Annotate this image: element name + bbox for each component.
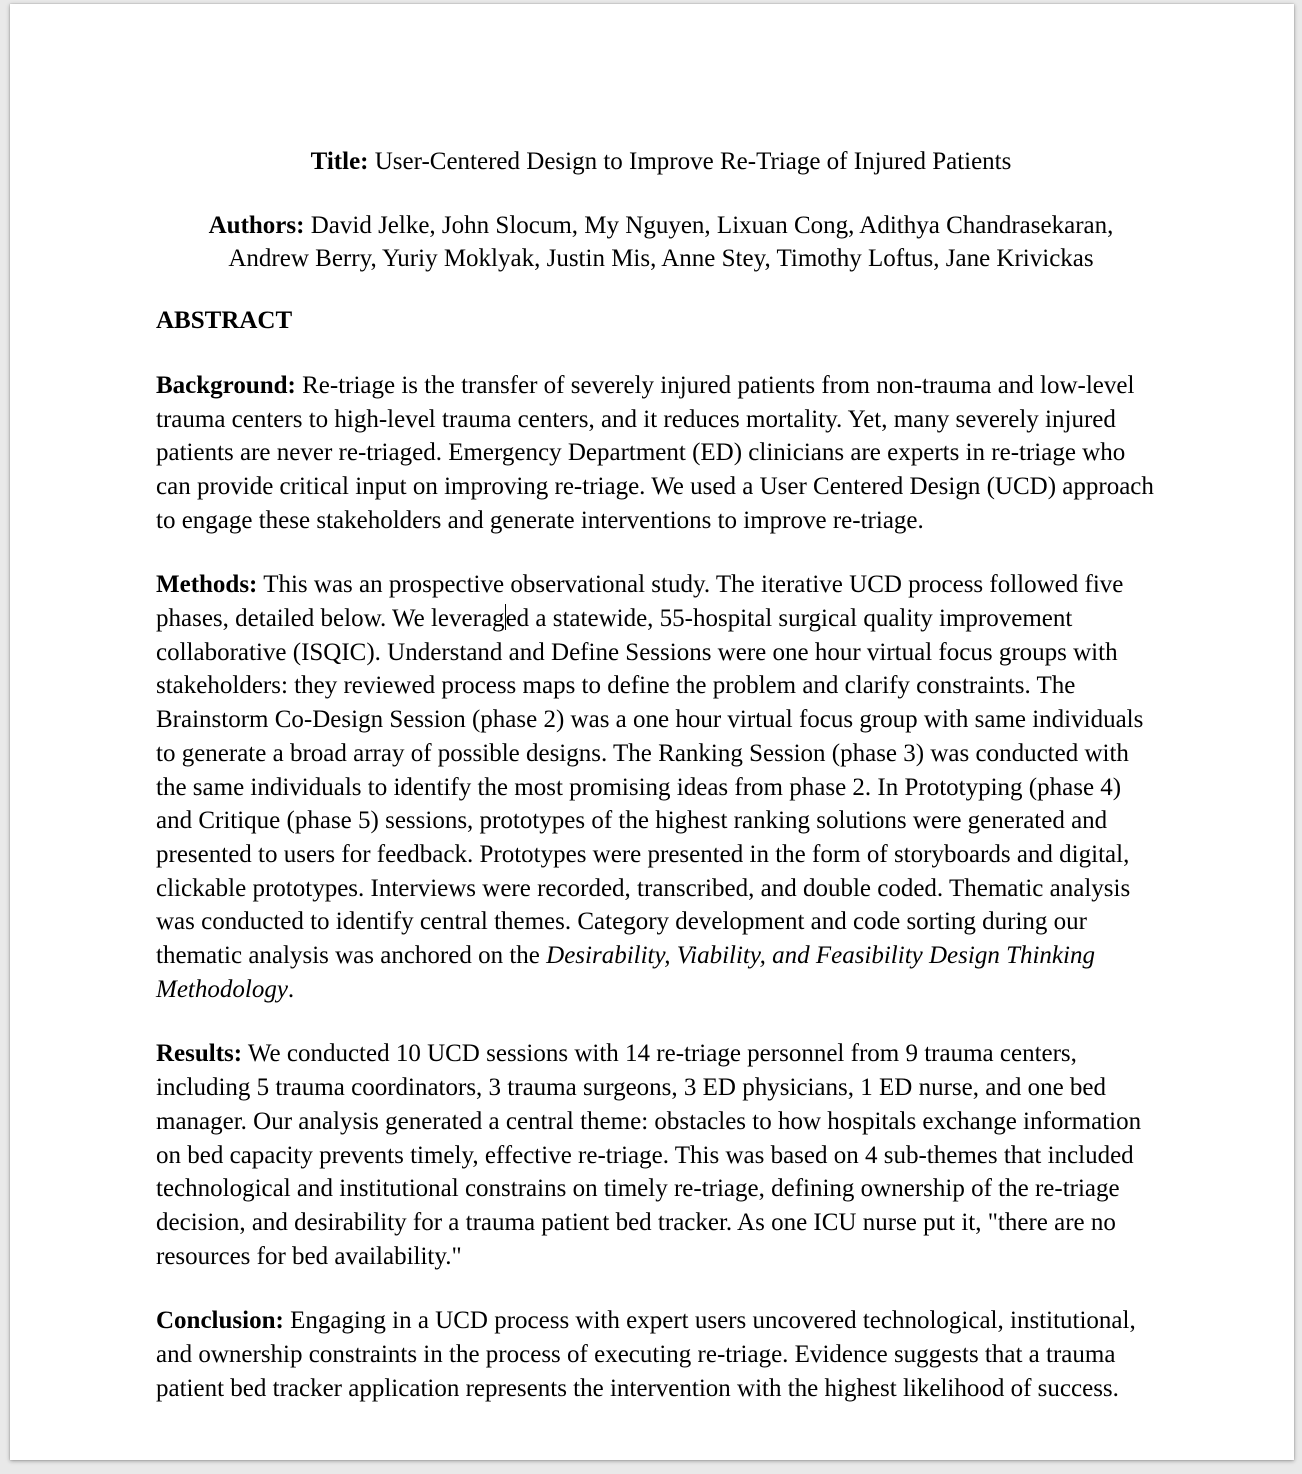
background-text: Re-triage is the transfer of severely injured patients from non-trauma and low-level trauma centers to high-level trauma centers, and it reduces mortality. Yet, many severely injured patients are never re-triaged. Emergency Department (ED) clinicians are experts in re-triage who can provide critical input on improving re-triage. We used a User Centered Design (UCD) approach to engage these stakeholders and generate interventions to improve re-triage. bbox=[156, 371, 1154, 534]
results-paragraph bbox=[156, 1037, 1156, 1273]
background-paragraph bbox=[156, 369, 1156, 538]
conclusion-text: Engaging in a UCD process with expert users uncovered technological, institutional, and ownership constraints in the process of executing re-triage. Evidence suggests that a trauma patient bed tracker application represents the intervention with the highest likelihood of success. bbox=[156, 1307, 1136, 1402]
authors-line-2: Andrew Berry, Yuriy Moklyak, Justin Mis, Anne Stey, Timothy Loftus, Jane Krivickas bbox=[228, 245, 1094, 273]
methods-label: Methods: bbox=[156, 571, 258, 599]
abstract-heading: ABSTRACT bbox=[156, 307, 293, 335]
document-page bbox=[10, 4, 1294, 1460]
authors-line-1: David Jelke, John Slocum, My Nguyen, Lixuan Cong, Adithya Chandrasekaran, bbox=[304, 211, 1114, 239]
results-text: We conducted 10 UCD sessions with 14 re-triage personnel from 9 trauma centers, including 5 trauma coordinators, 3 trauma surgeons, 3 ED physicians, 1 ED nurse, and one bed manager. Our analysis generated a central theme: obstacles to how hospitals exchange information on bed capacity prevents timely, effective re-triage. This was based on 4 sub-themes that included technological and institutional constrains on timely re-triage, defining ownership of the re-triage decision, and desirability for a trauma patient bed tracker. As one ICU nurse put it, "there are no resources for bed availability." bbox=[156, 1040, 1142, 1270]
methods-text-end: . bbox=[287, 975, 295, 1003]
conclusion-paragraph bbox=[156, 1304, 1156, 1405]
methods-text-part-2: ed a statewide, 55-hospital surgical quality improvement collaborative (ISQIC). Understand and Define Sessions were one hour virtual focus groups with stakeholders: they reviewed process maps to define the problem and clarify constraints. The Brainstorm Co-Design Session (phase 2) was a one hour virtual focus group with same individuals to generate a broad array of possible designs. The Ranking Session (phase 3) was conducted with the same individuals to identify the most promising ideas from phase 2. In Prototyping (phase 4) and Critique (phase 5) sessions, prototypes of the highest ranking solutions were generated and presented to users for feedback. Prototypes were presented in the form of storyboards and digital, clickable prototypes. Interviews were recorded, transcribed, and double coded. Thematic analysis was conducted to identify central themes. Category development and code sorting during our thematic analysis was anchored on the bbox=[156, 605, 1144, 970]
methods-paragraph bbox=[156, 568, 1156, 1006]
paper-title bbox=[156, 145, 1156, 179]
background-label: Background: bbox=[156, 371, 296, 399]
title-text: User-Centered Design to Improve Re-Triage of Injured Patients bbox=[368, 148, 1012, 175]
paper-authors bbox=[156, 209, 1156, 276]
title-label: Title: bbox=[310, 148, 369, 175]
results-label: Results: bbox=[156, 1040, 243, 1068]
authors-label: Authors: bbox=[208, 211, 305, 239]
document-body[interactable] bbox=[156, 145, 1156, 1406]
methods-text-part-1: This was an prospective observational study. The iterative UCD process followed five phases, detailed below. We leverag bbox=[156, 571, 1124, 633]
conclusion-label: Conclusion: bbox=[156, 1307, 284, 1335]
methods-italic-text: Desirability, Viability, and Feasibility Design Thinking Methodology bbox=[156, 942, 1095, 1003]
